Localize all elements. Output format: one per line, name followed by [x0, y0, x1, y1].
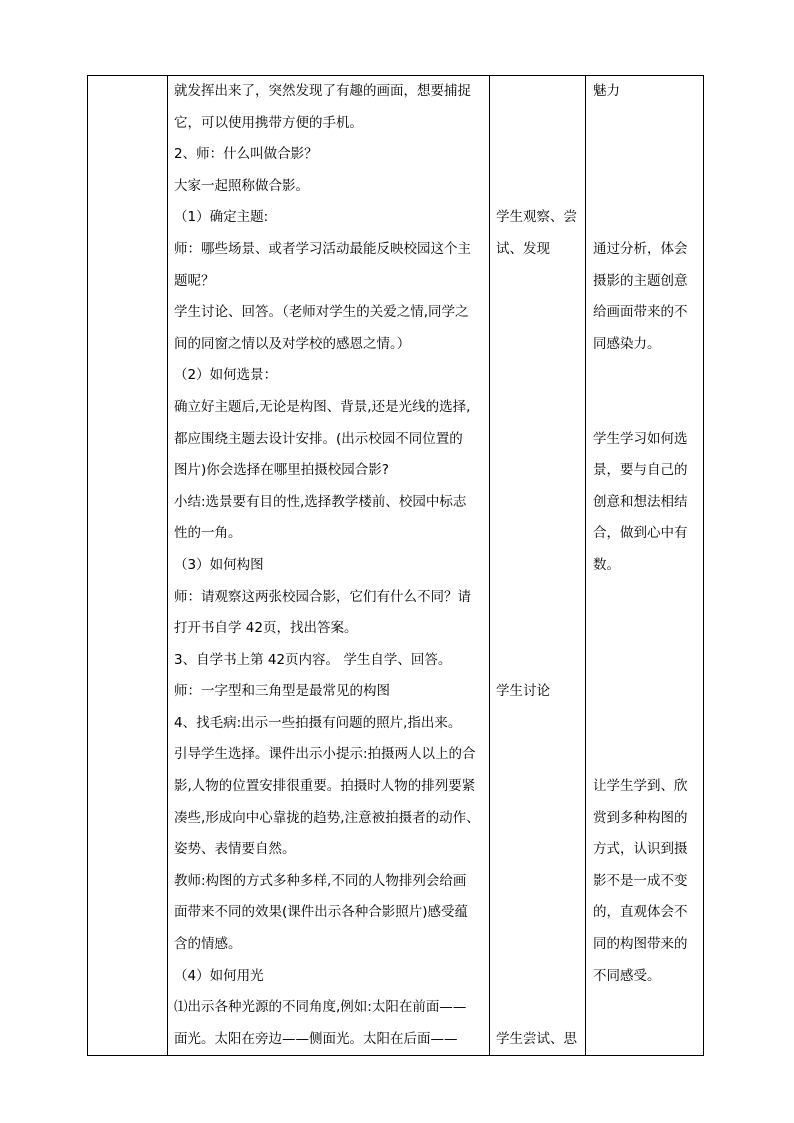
- text-line: [496, 455, 581, 487]
- text-line: [593, 360, 699, 392]
- text-line: [496, 360, 581, 392]
- text-line: （4）如何用光: [174, 967, 264, 984]
- text-line: [496, 297, 581, 329]
- text-line: 4、找毛病:出示一些拍摄有问题的照片,指出来。: [174, 714, 462, 731]
- text-line: [593, 645, 699, 677]
- text-line: 摄影的主题创意: [593, 272, 688, 289]
- text-line: 面光。太阳在旁边——侧面光。太阳在后面——: [174, 1030, 458, 1047]
- text-line: （3）如何构图: [174, 556, 264, 573]
- text-line: 学生讨论: [496, 683, 550, 700]
- text-line: [496, 739, 581, 771]
- text-line: 都应围绕主题去设计安排。(出示校园不同位置的: [174, 430, 463, 447]
- teaching-content-cell: [168, 76, 490, 1056]
- text-line: 含的情感。: [174, 936, 242, 953]
- text-line: 凑些,形成向中心靠拢的趋势,注意被拍摄者的动作、: [174, 809, 480, 826]
- text-line: [496, 518, 581, 550]
- text-line: [496, 108, 581, 140]
- student-activity-text: [496, 76, 581, 1055]
- text-line: 性的一角。: [174, 525, 242, 542]
- text-line: 数。: [593, 556, 620, 573]
- text-line: 教师:构图的方式多种多样,不同的人物排列会给画: [174, 872, 467, 889]
- text-line: [496, 392, 581, 424]
- text-line: [496, 487, 581, 519]
- text-line: [496, 613, 581, 645]
- text-line: 它，可以使用携带方便的手机。: [174, 114, 363, 131]
- text-line: （2）如何选景：: [174, 367, 278, 384]
- text-line: [593, 708, 699, 740]
- text-line: 影不是一成不变: [593, 872, 688, 889]
- text-line: 间的同窗之情以及对学校的感恩之情。）: [174, 335, 411, 352]
- text-line: [593, 582, 699, 614]
- text-line: [496, 771, 581, 803]
- text-line: [593, 613, 699, 645]
- teaching-content-text: [174, 76, 486, 1055]
- text-line: 师：一字型和三角型是最常见的构图: [174, 683, 390, 700]
- student-activity-cell: [490, 76, 586, 1056]
- text-line: [593, 108, 699, 140]
- text-line: [593, 171, 699, 203]
- text-line: 确立好主题后,无论是构图、背景,还是光线的选择,: [174, 398, 471, 415]
- text-line: 大家一起照称做合影。: [174, 177, 309, 194]
- text-line: [496, 424, 581, 456]
- text-line: [496, 171, 581, 203]
- text-line: [496, 961, 581, 993]
- lesson-plan-table: [87, 75, 704, 1056]
- text-line: 师：哪些场景、或者学习活动最能反映校园这个主: [174, 240, 471, 257]
- text-line: 赏到多种构图的: [593, 809, 688, 826]
- text-line: 面带来不同的效果(课件出示各种合影照片)感受蕴: [174, 904, 469, 921]
- text-line: 引导学生选择。课件出示小提示:拍摄两人以上的合: [174, 746, 476, 763]
- text-line: [496, 929, 581, 961]
- text-line: 学生学习如何选: [593, 430, 688, 447]
- text-line: 景，要与自己的: [593, 462, 688, 479]
- text-line: 题呢？: [174, 272, 215, 289]
- text-line: [593, 392, 699, 424]
- text-line: 学生讨论、回答。（老师对学生的关爱之情,同学之: [174, 304, 469, 321]
- text-line: 姿势、表情要自然。: [174, 841, 296, 858]
- text-line: [496, 803, 581, 835]
- text-line: 让学生学到、欣: [593, 778, 688, 795]
- text-line: 给画面带来的不: [593, 304, 688, 321]
- text-line: [496, 550, 581, 582]
- text-line: [496, 582, 581, 614]
- text-line: 合，做到心中有: [593, 525, 688, 542]
- text-line: 2、师：什么叫做合影？: [174, 146, 318, 163]
- design-intent-cell: [586, 76, 704, 1056]
- text-line: 通过分析，体会: [593, 240, 688, 257]
- text-line: 同的构图带来的: [593, 936, 688, 953]
- text-line: [496, 866, 581, 898]
- text-line: 不同感受。: [593, 967, 661, 984]
- text-line: （1）确定主题:: [174, 209, 269, 226]
- text-line: ⑴出示各种光源的不同角度,例如:太阳在前面——: [174, 999, 467, 1016]
- text-line: 学生观察、尝: [496, 209, 577, 226]
- text-line: 学生尝试、思: [496, 1030, 577, 1047]
- text-line: [593, 202, 699, 234]
- text-line: 影,人物的位置安排很重要。拍摄时人物的排列要紧: [174, 778, 476, 795]
- text-line: [496, 708, 581, 740]
- text-line: [593, 739, 699, 771]
- text-line: [496, 329, 581, 361]
- text-line: [593, 676, 699, 708]
- text-line: 图片)你会选择在哪里拍摄校园合影?: [174, 462, 389, 479]
- text-line: [496, 992, 581, 1024]
- text-line: 的，直观体会不: [593, 904, 688, 921]
- text-line: [496, 139, 581, 171]
- text-line: [496, 76, 581, 108]
- design-intent-text: [593, 76, 699, 992]
- text-line: 试、发现: [496, 240, 550, 257]
- text-line: 就发挥出来了，突然发现了有趣的画面，想要捕捉: [174, 83, 471, 99]
- text-line: 3、自学书上第 42页内容。 学生自学、回答。: [174, 651, 452, 668]
- text-line: 方式，认识到摄: [593, 841, 688, 858]
- text-line: 同感染力。: [593, 335, 661, 352]
- text-line: [496, 266, 581, 298]
- text-line: 打开书自学 42页，找出答案。: [174, 620, 358, 637]
- text-line: [496, 645, 581, 677]
- text-line: [496, 897, 581, 929]
- stage-cell: [88, 76, 168, 1056]
- text-line: [593, 139, 699, 171]
- text-line: [496, 834, 581, 866]
- text-line: 师：请观察这两张校园合影，它们有什么不同？请: [174, 588, 471, 605]
- table-row: [88, 76, 704, 1056]
- text-line: 创意和想法相结: [593, 493, 688, 510]
- text-line: 小结:选景要有目的性,选择教学楼前、校园中标志: [174, 493, 467, 510]
- text-line: 魅力: [593, 83, 620, 99]
